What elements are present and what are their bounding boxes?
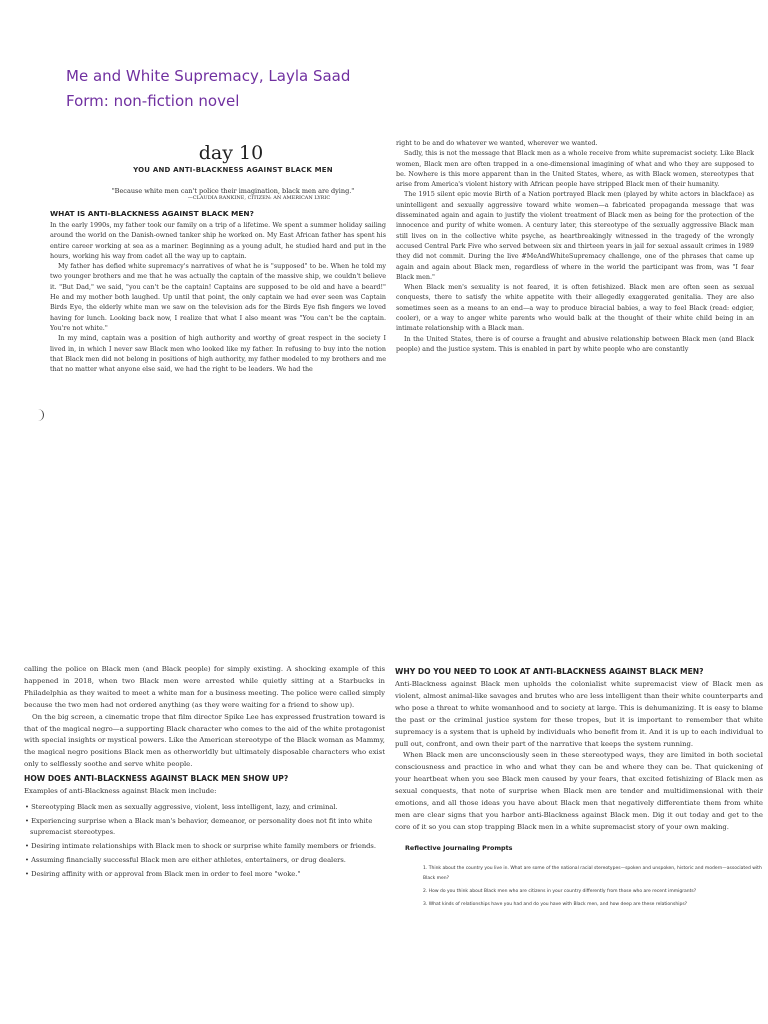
paragraph: right to be and do whatever we wanted, wherever we wanted. (396, 139, 598, 147)
section-heading-why: WHY DO YOU NEED TO LOOK AT ANTI-BLACKNESS AGAINST BLACK MEN? (395, 667, 704, 676)
prompt-item: 1. Think about the country you live in. What are some of the national racial stereotypes—spoken and unspoken, historic and modern—associated with Black men? (423, 865, 762, 881)
paragraph: Anti-Blackness against Black men upholds the colonialist white supremacist view of Black men as violent, almost animal-like savages and brutes who are less intelligent than their white counterparts and who pose a threat to white womanhood and to society at large. This is dehumanizing. It is easy to blame the past or the criminal justice system for these tropes, but it is important to remember that white supremacy is a system that is upheld by individuals who benefit from it. And it is up to each individual to pull out, confront, and own their part of the narrative that keeps the system running. (395, 680, 763, 748)
paragraph: In the United States, there is of course a fraught and abusive relationship between Black men (and Black people) and the justice system. This is enabled in part by white people who are constantly (396, 334, 754, 353)
prompt-item: 3. What kinds of relationships have you had and do you have with Black men, and how deep are these relationships? (423, 901, 688, 907)
margin-bracket-mark (36, 409, 44, 421)
day-title: day 10 (198, 142, 264, 164)
page-scan-why-look (395, 664, 763, 964)
list-item: • Stereotyping Black men as sexually aggressive, violent, less intelligent, lazy, and criminal. (24, 802, 385, 813)
list-item: • Desiring affinity with or approval from Black men in order to feel more "woke." (24, 869, 385, 880)
document-header (66, 64, 466, 114)
chapter-title: YOU AND ANTI-BLACKNESS AGAINST BLACK MEN (133, 166, 333, 174)
epigraph-quote: "Because white men can't police their imagination, black men are dying." (111, 187, 355, 195)
paragraph: My father has defied white supremacy's narratives of what he is "supposed" to be. When he told my two younger brothers and me that he was actually the captain of the massive ship, we couldn't believe it. "But Dad," we said, "you can't be the captain! Captains are supposed to be old and have a beard!" He and my mother both laughed. Up until that point, the only captain we had ever seen was Captain Birds Eye, the elderly white man we saw on the television ads for the Birds Eye fish fingers we loved having for lunch. Looking back now, I realize that what I also meant was "You can't be the captain. You're not white." (50, 262, 386, 332)
list-item: • Assuming financially successful Black men are either athletes, entertainers, or drug dealers. (24, 855, 385, 866)
page-scan-how-it-shows-up (24, 664, 385, 944)
paragraph: When Black men are unconsciously seen in these stereotyped ways, they are limited in both societal consciousness and practice in who and what they can be and where they can be. That quickening of your heartbeat when you see Black men caused by your fears, that excited fetishizing of Black men as sexual conquests, that note of surprise when Black men are tender and multidimensional with their emotions, and all those ideas you have about Black men that negatively differentiate them from white men are clear signs that you harbor anti-Blackness against Black men. Dig it out today and get to the core of it so you can stop trapping Black men in a white supremacist story of your own making. (395, 751, 763, 831)
paragraph: In my mind, captain was a position of high authority and worthy of great respect in the society I lived in, in which I never saw Black men who looked like my father. In refusing to buy into the notion that Black men did not belong in positions of high authority, my father modeled to my brothers and me that no matter what anyone else said, we had the right to be leaders. We had the (50, 334, 386, 374)
paragraph: The 1915 silent epic movie Birth of a Nation portrayed Black men (played by white actors in blackface) as unintelligent and sexually aggressive toward white women—a fabricated propaganda message that was disseminated again and again to justify the violent treatment of Black men as being for the protection of the innocence and purity of white women. A century later, this stereotype of the sexually aggressive Black man still lives on in the collective white psyche, as heartbreakingly witnessed in the tragedy of the wrongly accused Central Park Five who served between six and thirteen years in jail for sexual assault crimes in 1989 they did not commit. During the live #MeAndWhiteSupremacy challenge, one of the phrases that came up again and again about Black men, regardless of where in the world the participant was from, was "I fear Black men." (396, 190, 754, 281)
book-title: Me and White Supremacy, Layla Saad (66, 67, 351, 85)
journaling-prompts-title: Reflective Journaling Prompts (405, 843, 513, 852)
paragraph: On the big screen, a cinematic trope that film director Spike Lee has expressed frustration toward is that of the magical negro—a supporting Black character who comes to the aid of the white protagonist with special insights or mystical powers. Like the American stereotype of the Black woman as Mammy, the magical negro positions Black men as otherworldly but ultimately disposable characters who exist only to selflessly soothe and serve white people. (24, 712, 385, 769)
page-scan-day-10-opening (50, 138, 386, 424)
list-item: • Desiring intimate relationships with Black men to shock or surprise white family members or friends. (24, 841, 385, 852)
list-item: • Experiencing surprise when a Black man's behavior, demeanor, or personality does not fit into white supremacist stereotypes. (24, 816, 385, 838)
journaling-prompts-list (423, 864, 763, 910)
prompt-item: 2. How do you think about Black men who are citizens in your country differently from those who are recent immigrants? (423, 888, 697, 894)
section-heading-what-is: WHAT IS ANTI-BLACKNESS AGAINST BLACK MEN? (50, 209, 254, 218)
page-scan-day-10-continued (396, 138, 754, 408)
epigraph-source: —CLAUDIA RANKINE, CITIZEN: AN AMERICAN LYRIC (187, 195, 331, 201)
examples-list (24, 802, 385, 880)
paragraph: calling the police on Black men (and Black people) for simply existing. A shocking example of this happened in 2018, when two Black men were arrested while quietly sitting at a Starbucks in Philadelphia as they waited to meet a white man for a business meeting. The police were called simply because the two men had not ordered anything (as they were waiting for a friend to show up). (24, 665, 385, 709)
paragraph: Sadly, this is not the message that Black men as a whole receive from white supremacist society. Like Black women, Black men are often trapped in a one-dimensional imagining of what and who they are supposed to be. Nowhere is this more apparent than in the United States, where, as with Black women, stereotypes that arise from America's violent history with African people have stripped Black men of their humanity. (396, 149, 754, 189)
list-intro: Examples of anti-Blackness against Black men include: (24, 787, 217, 796)
paragraph: When Black men's sexuality is not feared, it is often fetishized. Black men are often seen as sexual conquests, there to satisfy the white appetite with their allegedly exaggerated genitalia. They are also sometimes seen as a means to an end—a way to produce biracial babies, a way to feel Black (read: edgier, cooler), or a way to anger white parents who would balk at the thought of their white child being in an intimate relationship with a Black man. (396, 283, 754, 333)
section-heading-how-does: HOW DOES ANTI-BLACKNESS AGAINST BLACK MEN SHOW UP? (24, 774, 289, 784)
paragraph: In the early 1990s, my father took our family on a trip of a lifetime. We spent a summer holiday sailing around the world on the Danish-owned tanker ship he worked on. My East African father has spent his entire career working at sea as a mariner. Beginning as a young adult, he studied hard and put in the hours, working his way from cadet all the way up to captain. (50, 221, 386, 260)
book-form: Form: non-fiction novel (66, 92, 240, 110)
